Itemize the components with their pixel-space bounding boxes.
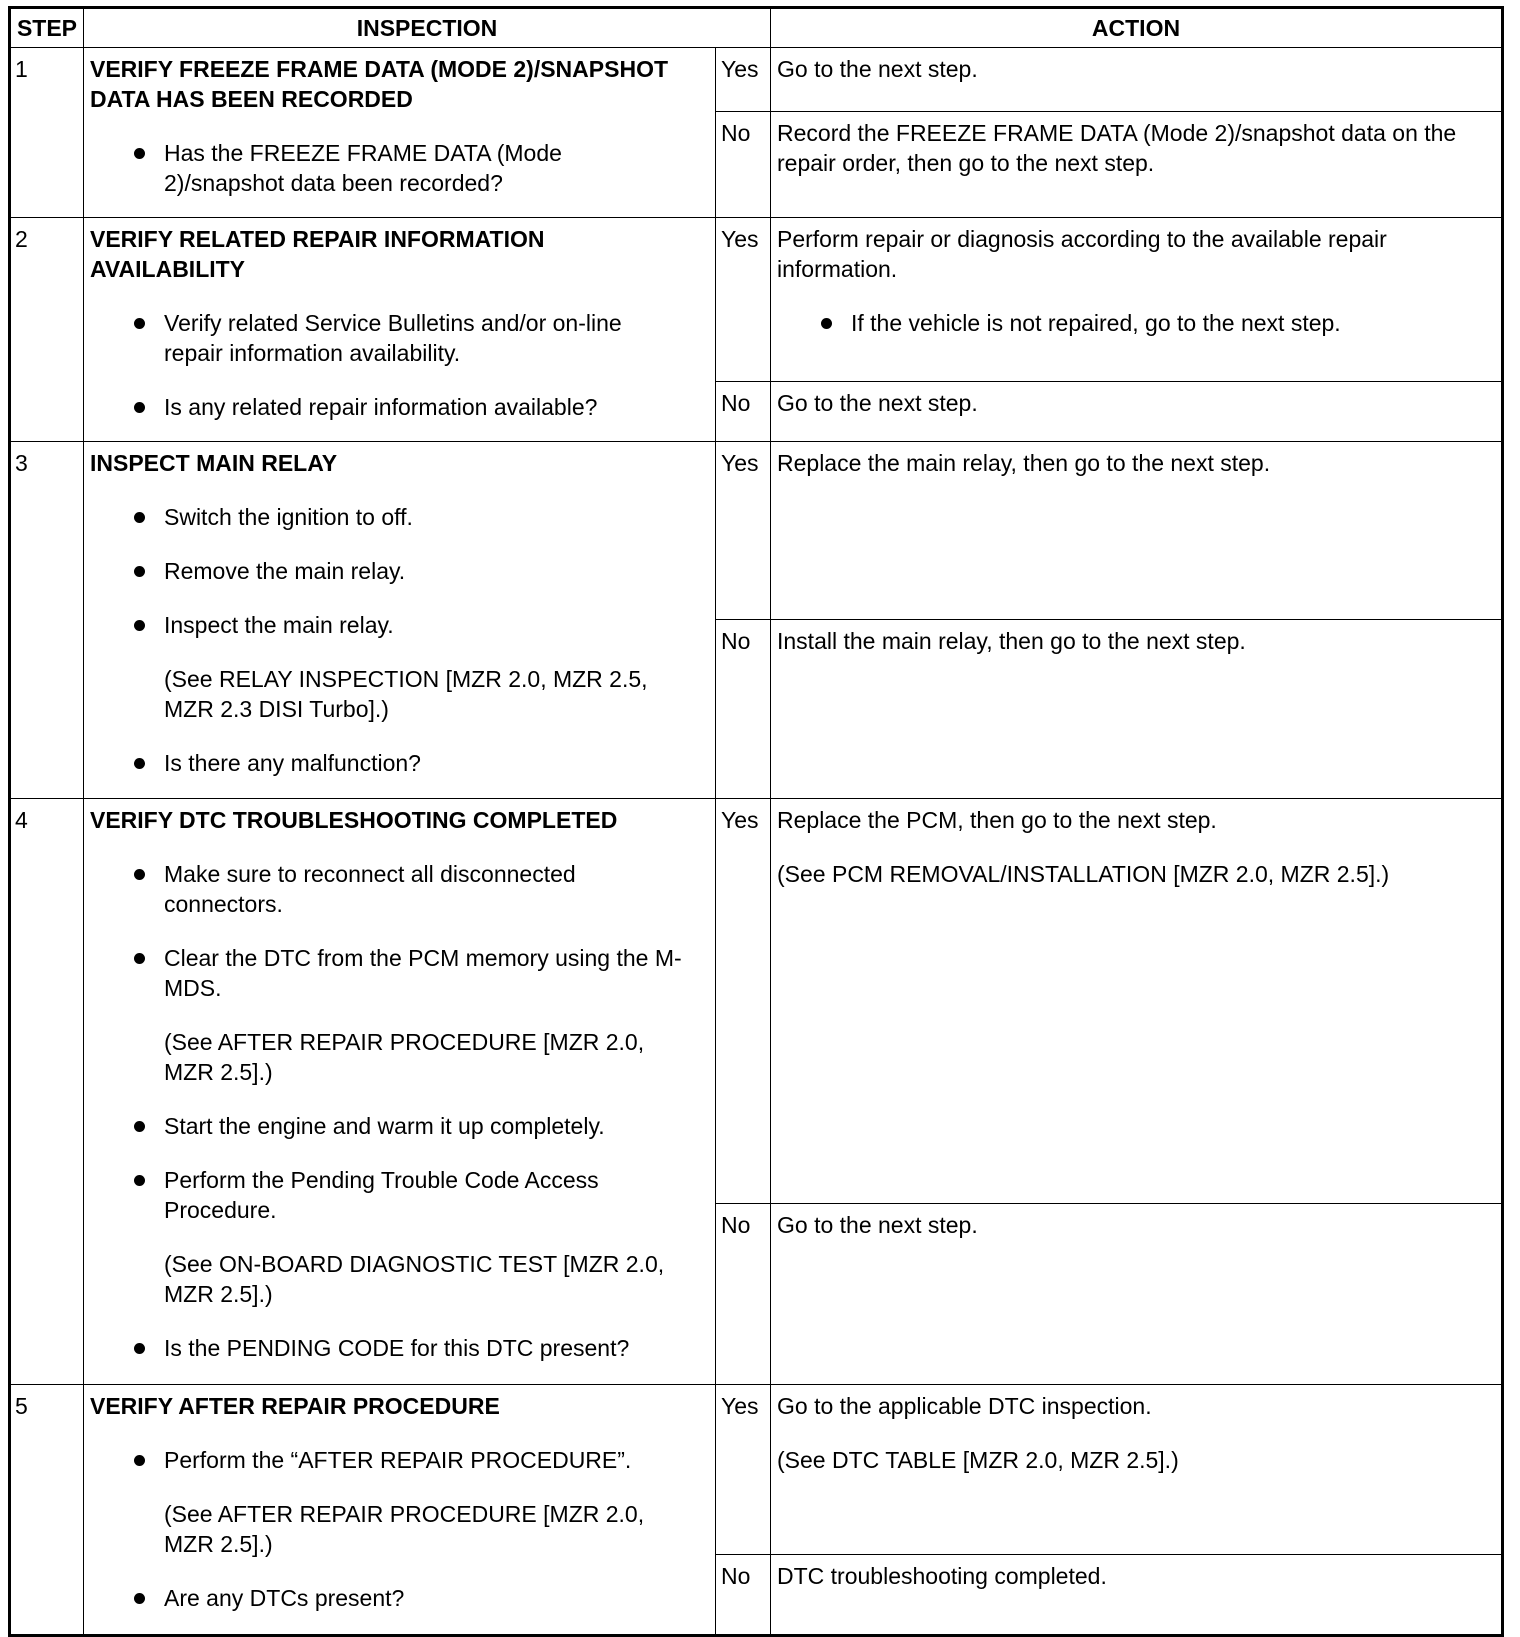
inspection-item: [90, 610, 685, 724]
inspection-item-text: Verify related Service Bulletins and/or on-line repair information availability.: [164, 310, 622, 366]
diagnostic-procedure-table: [8, 6, 1504, 1637]
yes-action-cell: [771, 218, 1503, 382]
no-action-text: Go to the next step.: [777, 390, 978, 416]
inspection-item: [90, 556, 685, 586]
no-action-text: Go to the next step.: [777, 1212, 978, 1238]
inspection-cell: [84, 48, 716, 218]
yes-label: Yes: [716, 218, 771, 382]
step-number: 4: [10, 799, 84, 1385]
inspection-cell: [84, 218, 716, 442]
inspection-item-text: Inspect the main relay.: [164, 612, 394, 638]
yes-action-text: Perform repair or diagnosis according to the available repair information.: [777, 226, 1387, 282]
no-label: No: [716, 1555, 771, 1636]
inspection-item-text: Perform the “AFTER REPAIR PROCEDURE”.: [164, 1447, 632, 1473]
inspection-item-text: Is any related repair information available?: [164, 394, 598, 420]
inspection-item-text: Make sure to reconnect all disconnected connectors.: [164, 861, 576, 917]
inspection-item-text: Clear the DTC from the PCM memory using the M-MDS.: [164, 945, 682, 1001]
no-label: No: [716, 1204, 771, 1385]
no-action-cell: [771, 1555, 1503, 1636]
inspection-reference-note: (See RELAY INSPECTION [MZR 2.0, MZR 2.5, MZR 2.3 DISI Turbo].): [164, 666, 648, 722]
no-action-text: DTC troubleshooting completed.: [777, 1563, 1107, 1589]
step-row-3-yes: [10, 442, 1503, 620]
header-inspection: INSPECTION: [84, 8, 771, 48]
inspection-item: [90, 1111, 685, 1141]
inspection-list: [90, 859, 685, 1363]
inspection-item: [90, 859, 685, 919]
step-number: 1: [10, 48, 84, 218]
no-label: No: [716, 112, 771, 218]
yes-action-text: Go to the next step.: [777, 56, 978, 82]
inspection-reference-note: (See AFTER REPAIR PROCEDURE [MZR 2.0, MZR 2.5].): [164, 1029, 645, 1085]
inspection-list: [90, 502, 685, 778]
yes-label: Yes: [716, 442, 771, 620]
inspection-item: [90, 138, 685, 198]
inspection-item: [90, 502, 685, 532]
inspection-cell: [84, 442, 716, 799]
yes-label: Yes: [716, 1385, 771, 1555]
no-action-text: Install the main relay, then go to the next step.: [777, 628, 1246, 654]
no-label: No: [716, 382, 771, 442]
step-row-1-yes: [10, 48, 1503, 112]
inspection-item-text: Remove the main relay.: [164, 558, 406, 584]
inspection-cell: [84, 799, 716, 1385]
inspection-title: INSPECT MAIN RELAY: [90, 450, 338, 476]
yes-label: Yes: [716, 48, 771, 112]
inspection-title: VERIFY FREEZE FRAME DATA (MODE 2)/SNAPSHOT DATA HAS BEEN RECORDED: [90, 56, 669, 112]
step-number: 3: [10, 442, 84, 799]
yes-label: Yes: [716, 799, 771, 1204]
inspection-list: [90, 138, 685, 198]
inspection-cell: [84, 1385, 716, 1636]
inspection-item: [90, 1165, 685, 1309]
step-number: 5: [10, 1385, 84, 1636]
step-row-5-yes: [10, 1385, 1503, 1555]
inspection-title: VERIFY DTC TROUBLESHOOTING COMPLETED: [90, 807, 618, 833]
inspection-item: [90, 748, 685, 778]
inspection-item: [90, 943, 685, 1087]
inspection-item: [90, 1445, 685, 1559]
yes-action-text: Replace the PCM, then go to the next step.: [777, 807, 1217, 833]
inspection-item-text: Has the FREEZE FRAME DATA (Mode 2)/snapshot data been recorded?: [164, 140, 562, 196]
no-action-cell: [771, 112, 1503, 218]
inspection-item-text: Perform the Pending Trouble Code Access Procedure.: [164, 1167, 599, 1223]
step-number: 2: [10, 218, 84, 442]
yes-action-cell: [771, 799, 1503, 1204]
inspection-item-text: Is there any malfunction?: [164, 750, 421, 776]
inspection-item: [90, 1333, 685, 1363]
inspection-item-text: Is the PENDING CODE for this DTC present?: [164, 1335, 630, 1361]
inspection-reference-note: (See AFTER REPAIR PROCEDURE [MZR 2.0, MZR 2.5].): [164, 1501, 645, 1557]
inspection-list: [90, 308, 685, 422]
yes-action-text: Replace the main relay, then go to the next step.: [777, 450, 1271, 476]
step-row-2-yes: [10, 218, 1503, 382]
no-action-text: Record the FREEZE FRAME DATA (Mode 2)/snapshot data on the repair order, then go to the next step.: [777, 120, 1457, 176]
yes-action-cell: [771, 48, 1503, 112]
inspection-item-text: Are any DTCs present?: [164, 1585, 405, 1611]
inspection-item: [90, 308, 685, 368]
step-row-4-yes: [10, 799, 1503, 1204]
yes-action-bullet: If the vehicle is not repaired, go to the next step.: [777, 308, 1485, 338]
yes-action-cell: [771, 1385, 1503, 1555]
inspection-item: [90, 392, 685, 422]
inspection-item-text: Start the engine and warm it up completely.: [164, 1113, 605, 1139]
yes-action-cell: [771, 442, 1503, 620]
header-row: [10, 8, 1503, 48]
no-label: No: [716, 620, 771, 799]
inspection-item-text: Switch the ignition to off.: [164, 504, 413, 530]
no-action-cell: [771, 620, 1503, 799]
inspection-title: VERIFY RELATED REPAIR INFORMATION AVAILABILITY: [90, 226, 545, 282]
header-step: STEP: [10, 8, 84, 48]
inspection-reference-note: (See ON-BOARD DIAGNOSTIC TEST [MZR 2.0, MZR 2.5].): [164, 1251, 665, 1307]
inspection-title: VERIFY AFTER REPAIR PROCEDURE: [90, 1393, 500, 1419]
header-action: ACTION: [771, 8, 1503, 48]
no-action-cell: [771, 1204, 1503, 1385]
no-action-cell: [771, 382, 1503, 442]
yes-action-text: (See DTC TABLE [MZR 2.0, MZR 2.5].): [777, 1447, 1179, 1473]
yes-action-text: Go to the applicable DTC inspection.: [777, 1393, 1152, 1419]
yes-action-text: (See PCM REMOVAL/INSTALLATION [MZR 2.0, MZR 2.5].): [777, 861, 1390, 887]
